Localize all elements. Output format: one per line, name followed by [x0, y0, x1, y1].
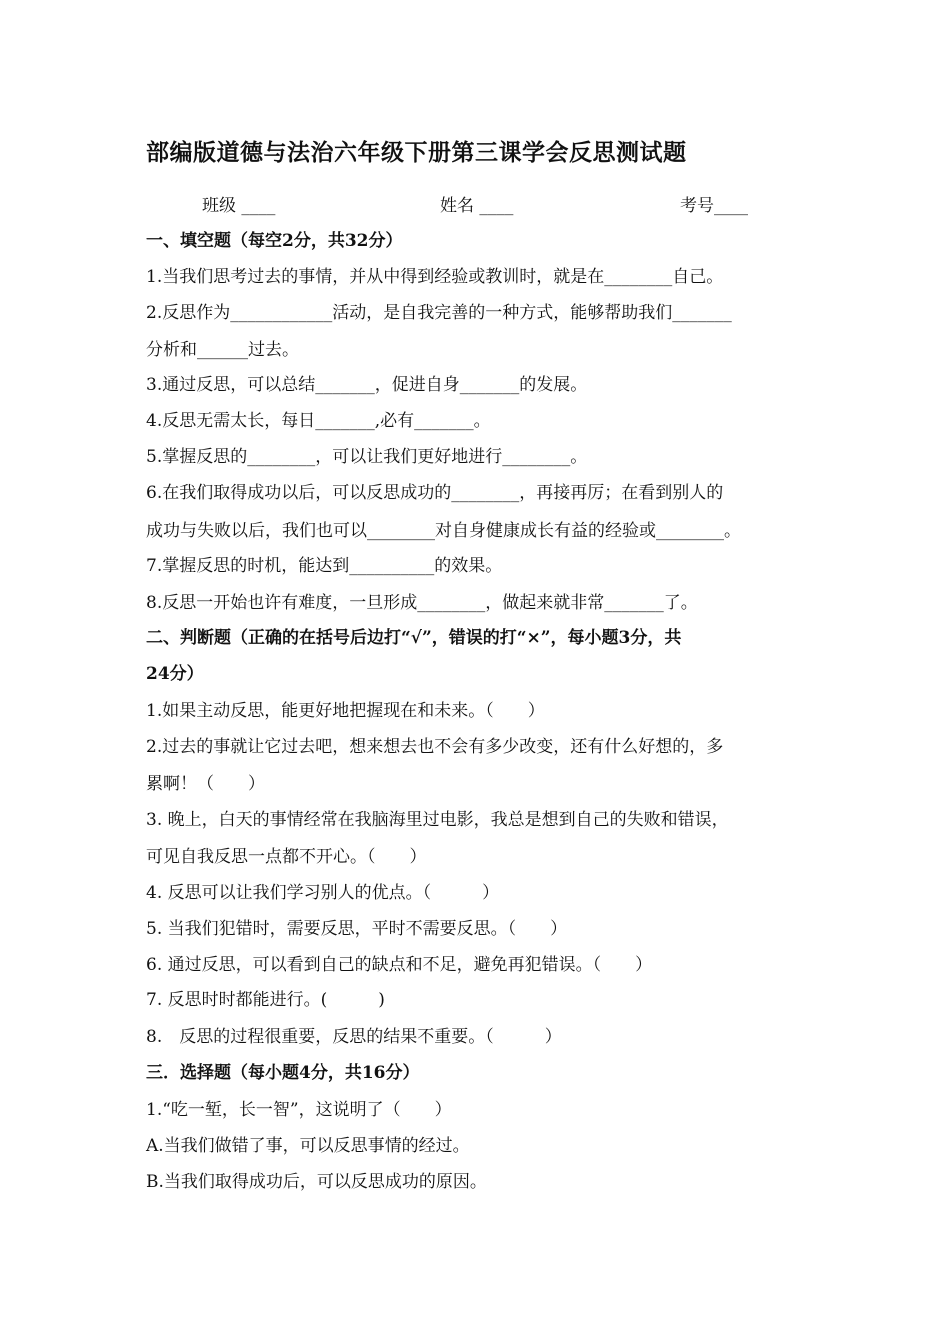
question-line: 分析和______过去。: [146, 340, 299, 360]
question-line: 累啊！（ ）: [146, 774, 265, 794]
question-line: 3.通过反思，可以总结_______，促进自身_______的发展。: [146, 375, 588, 395]
question-line: B.当我们取得成功后，可以反思成功的原因。: [146, 1172, 487, 1192]
question-line: 2.过去的事就让它过去吧，想来想去也不会有多少改变，还有什么好想的，多: [146, 737, 724, 757]
class-field: 班级 ____: [202, 196, 276, 216]
section-heading: 二、判断题（正确的在括号后边打“√”，错误的打“×”，每小题3分，共: [146, 628, 682, 648]
question-line: 成功与失败以后，我们也可以________对自身健康成长有益的经验或________。: [146, 521, 741, 541]
question-line: 5.掌握反思的________，可以让我们更好地进行________。: [146, 447, 588, 467]
question-line: 4. 反思可以让我们学习别人的优点。（ ）: [146, 883, 500, 903]
question-line: 5. 当我们犯错时，需要反思，平时不需要反思。（ ）: [146, 919, 568, 939]
section-heading: 24分）: [146, 664, 204, 684]
question-line: 2.反思作为____________活动，是自我完善的一种方式，能够帮助我们_______: [146, 303, 732, 323]
question-line: 可见自我反思一点都不开心。（ ）: [146, 847, 427, 867]
question-line: 7.掌握反思的时机，能达到__________的效果。: [146, 556, 503, 576]
exam-number-field: 考号____: [680, 196, 748, 216]
question-line: 1.如果主动反思，能更好地把握现在和未来。（ ）: [146, 701, 545, 721]
question-line: 4.反思无需太长，每日_______,必有_______。: [146, 411, 491, 431]
section-heading: 一、填空题（每空2分，共32分）: [146, 231, 403, 251]
question-line: 8. 反思的过程很重要，反思的结果不重要。（ ）: [146, 1027, 562, 1047]
question-line: A.当我们做错了事，可以反思事情的经过。: [146, 1136, 470, 1156]
section-heading: 三．选择题（每小题4分，共16分）: [146, 1063, 420, 1083]
page-title: 部编版道德与法治六年级下册第三课学会反思测试题: [146, 139, 687, 166]
question-line: 6. 通过反思，可以看到自己的缺点和不足，避免再犯错误。（ ）: [146, 955, 653, 975]
question-line: 6.在我们取得成功以后，可以反思成功的________，再接再厉；在看到别人的: [146, 483, 724, 503]
question-line: 1.当我们思考过去的事情，并从中得到经验或教训时，就是在________自己。: [146, 267, 724, 287]
question-line: 8.反思一开始也许有难度，一旦形成________，做起来就非常_______了。: [146, 593, 698, 613]
student-info-row: [0, 191, 950, 217]
question-line: 3. 晚上，白天的事情经常在我脑海里过电影，我总是想到自己的失败和错误，: [146, 810, 729, 830]
question-line: 1.“吃一堑，长一智”，这说明了（ ）: [146, 1100, 452, 1120]
question-line: 7. 反思时时都能进行。( ): [146, 990, 385, 1010]
name-field: 姓名 ____: [440, 196, 514, 216]
